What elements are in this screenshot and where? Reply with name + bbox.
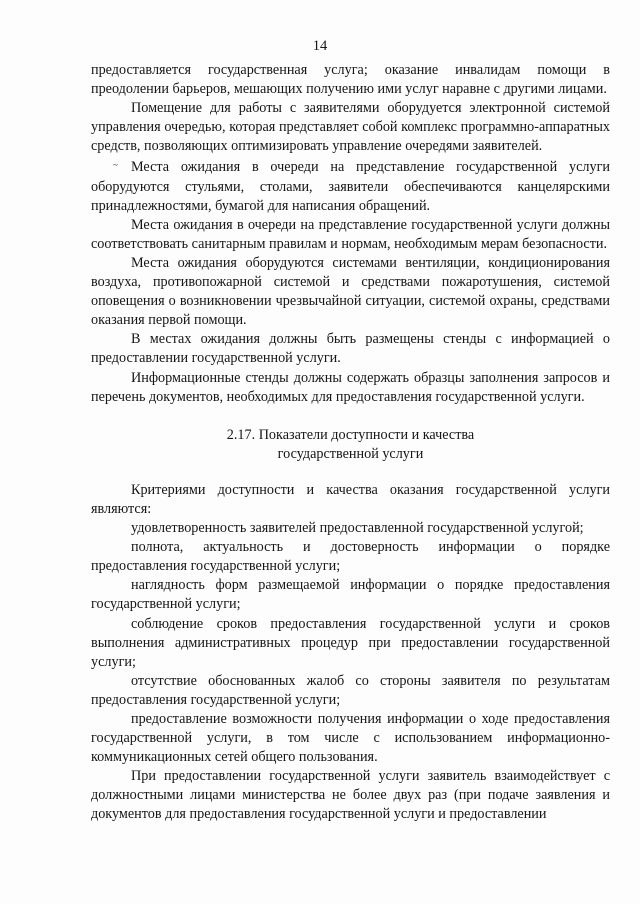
section-heading-line-1: 2.17. Показатели доступности и качества [226,426,475,443]
paragraph-criteria-intro: Критериями доступности и качества оказания государственной услуги являются: [91,481,610,517]
paragraph-waiting-furniture [91,156,610,215]
criterion-completeness: полнота, актуальность и достоверность информации о порядке предоставления государственной услуги; [91,539,610,575]
document-body [91,61,610,825]
criterion-progress-info: предоставление возможности получения информации о ходе предоставления государственной услуги, в том числе с использованием информационно-коммуникационных сетей общего пользования. [91,711,610,766]
page-number: 14 [312,38,328,54]
paragraph-ventilation: Места ожидания оборудуются системами вентиляции, кондиционирования воздуха, противопожарной системой и средствами пожаротушения, системой оповещения о возникновении чрезвычайной ситуации, системой охраны, средствами оказания первой помощи. [91,254,610,329]
paragraph-interaction-limit: При предоставлении государственной услуги заявитель взаимодействует с должностными лицами министерства не более двух раз (при подаче заявления и документов для предоставления государственной услуги и предоставлении [91,768,610,823]
scan-mark: ~ [113,160,118,171]
paragraph-queue-system: Помещение для работы с заявителями оборудуется электронной системой управления очередью, которая представляет собой комплекс программно-аппаратных средств, позволяющих оптимизировать управление очередями заявителей. [91,100,610,155]
paragraph-stand-contents: Информационные стенды должны содержать образцы заполнения запросов и перечень документов, необходимых для предоставления государственной услуги. [91,369,610,405]
paragraph-waiting-furniture-text: Места ожидания в очереди на представление государственной услуги оборудуются стульями, столами, заявители обеспечиваются канцелярскими принадлежностями, бумагой для написания обращений. [91,159,610,214]
section-heading [91,426,610,464]
paragraph-info-stands: В местах ожидания должны быть размещены стенды с информацией о предоставлении государственной услуги. [91,331,610,367]
criterion-no-complaints: отсутствие обоснованных жалоб со стороны заявителя по результатам предоставления государственной услуги; [91,672,610,708]
criterion-satisfaction: удовлетворенность заявителей предоставленной государственной услугой; [131,520,584,537]
criterion-visibility: наглядность форм размещаемой информации о порядке предоставления государственной услуги; [91,577,610,613]
paragraph-continuation: предоставляется государственная услуга; оказание инвалидам помощи в преодолении барьеров, мешающих получению ими услуг наравне с другими лицами. [91,62,610,98]
criterion-deadlines: соблюдение сроков предоставления государственной услуги и сроков выполнения административных процедур при предоставлении государственной услуги; [91,615,610,670]
section-heading-line-2: государственной услуги [277,445,424,462]
paragraph-sanitary-rules: Места ожидания в очереди на представление государственной услуги должны соответствовать санитарным правилам и нормам, необходимым мерам безопасности. [91,216,610,252]
